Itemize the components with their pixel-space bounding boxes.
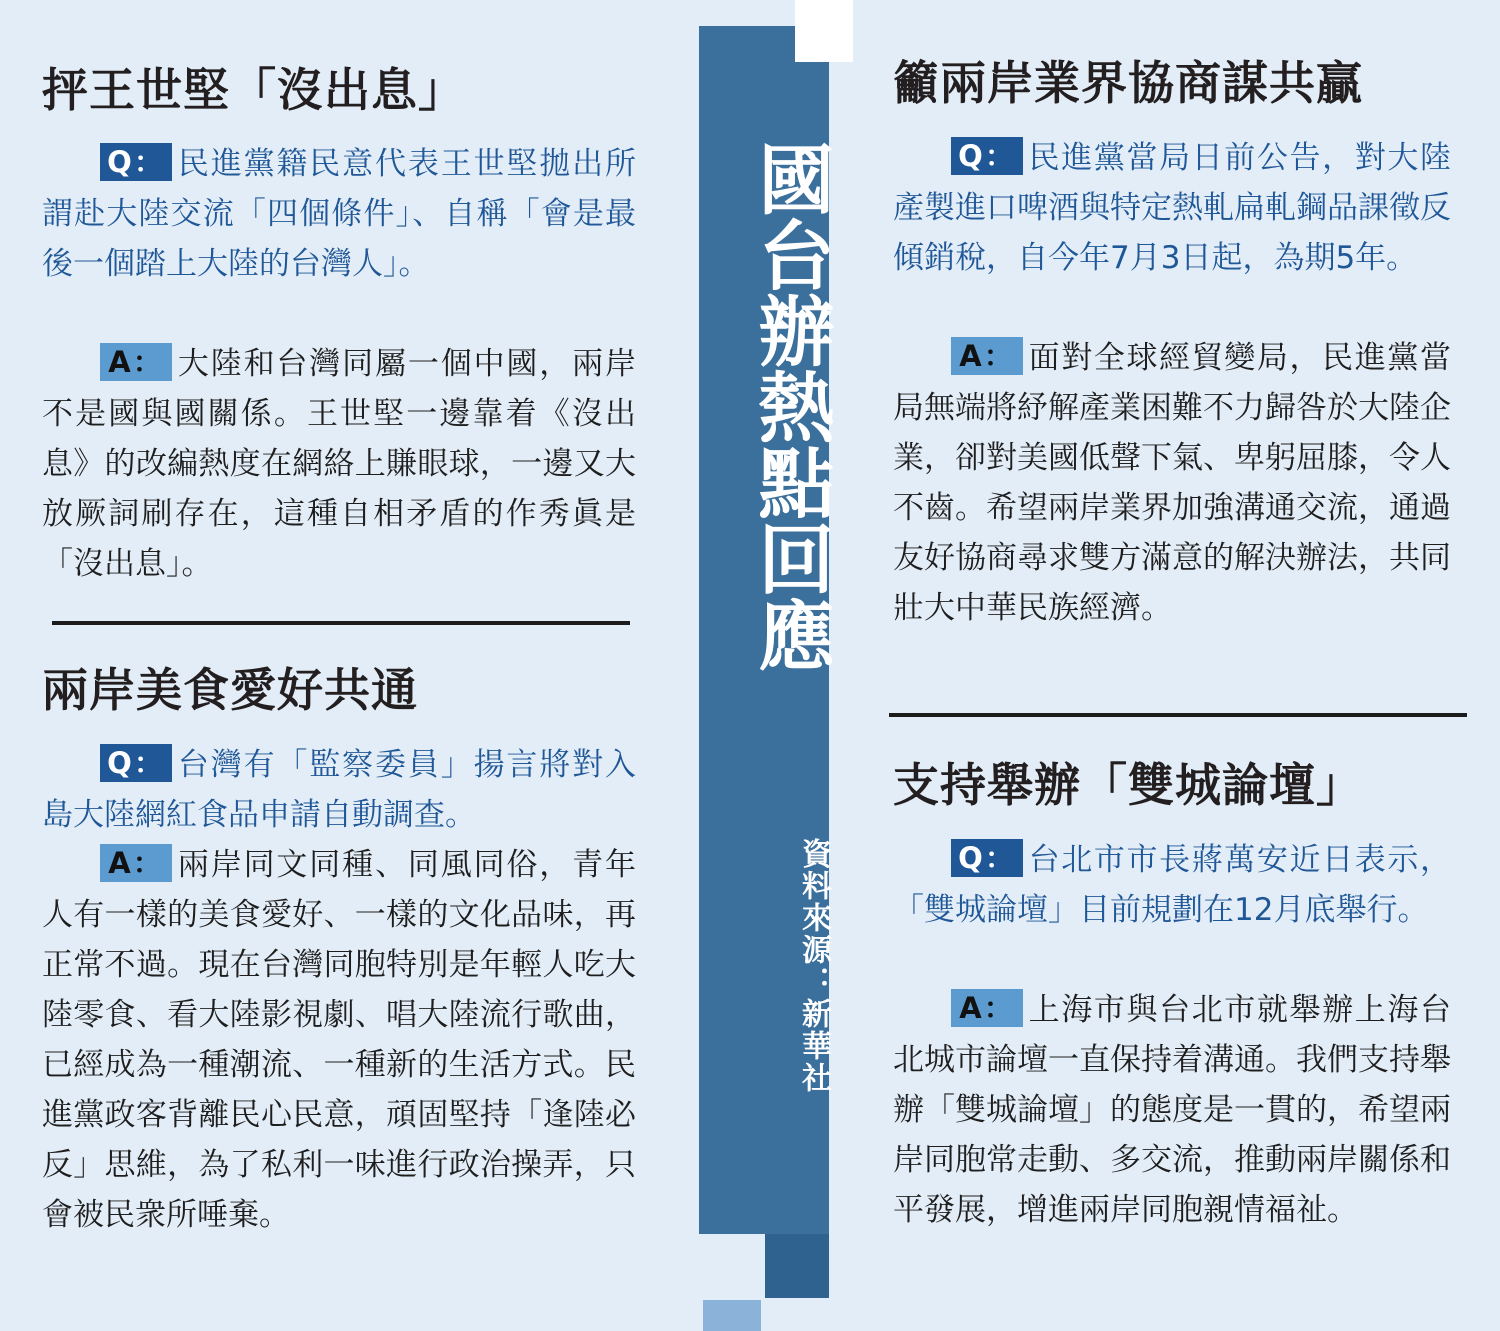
headline-wang-shih-chien: 抨王世堅「沒出息」 [42,63,465,117]
headline-twin-city-forum: 支持舉辦「雙城論壇」 [893,758,1363,812]
answer-text: 面對全球經貿變局，民進黨當局無端將紓解產業困難不力歸咎於大陸企業，卻對美國低聲下氣、卑躬屈膝，令人不齒。希望兩岸業界加強溝通交流，通過友好協商尋求雙方滿意的解決辦法，共同壯大中華民族經濟。 [893,340,1451,626]
q-label: Q： [951,137,1023,175]
answer-industry-consultation [893,333,1451,633]
question-wang-shih-chien [42,139,636,289]
q-label: Q： [100,744,172,782]
section-divider [889,713,1467,717]
answer-text: 上海市與台北市就舉辦上海台北城市論壇一直保持着溝通。我們支持舉辦「雙城論壇」的態度是一貫的，希望兩岸同胞常走動、多交流，推動兩岸關係和平發展，增進兩岸同胞親情福祉。 [893,992,1451,1228]
banner-source: 資料來源：新華社 [796,838,831,1094]
section-divider [52,621,630,625]
question-text: 台灣有「監察委員」揚言將對入島大陸網紅食品申請自動調查。 [42,747,636,833]
a-label: A： [951,337,1023,375]
banner-notch [795,0,853,62]
answer-wang-shih-chien [42,339,636,589]
q-label: Q： [100,143,172,181]
a-label: A： [100,343,172,381]
banner-title: 國台辦熱點回應 [746,140,835,672]
a-label: A： [951,989,1023,1027]
headline-cross-strait-food: 兩岸美食愛好共通 [42,663,418,717]
headline-industry-consultation: 籲兩岸業界協商謀共贏 [893,56,1363,110]
a-label: A： [100,844,172,882]
answer-text: 兩岸同文同種、同風同俗，青年人有一樣的美食愛好、一樣的文化品味，再正常不過。現在台灣同胞特別是年輕人吃大陸零食、看大陸影視劇、唱大陸流行歌曲，已經成為一種潮流、一種新的生活方式。民進黨政客背離民心民意，頑固堅持「逢陸必反」思維，為了私利一味進行政治操弄，只會被民衆所唾棄。 [42,847,636,1233]
banner-foot [703,1300,761,1331]
answer-text: 大陸和台灣同屬一個中國，兩岸不是國與國關係。王世堅一邊靠着《沒出息》的改編熱度在網絡上賺眼球，一邊又大放厥詞刷存在，這種自相矛盾的作秀眞是「沒出息」。 [42,346,636,582]
question-text: 台北市市長蔣萬安近日表示，「雙城論壇」目前規劃在12月底舉行。 [893,842,1451,928]
answer-twin-city-forum [893,985,1451,1235]
question-text: 民進黨籍民意代表王世堅拋出所謂赴大陸交流「四個條件」、自稱「會是最後一個踏上大陸的台灣人」。 [42,146,636,282]
banner-tail [765,1234,829,1298]
question-text: 民進黨當局日前公告，對大陸產製進口啤酒與特定熱軋扁軋鋼品課徵反傾銷稅，自今年7月3日起，為期5年。 [893,140,1451,276]
question-cross-strait-food [42,740,636,840]
question-industry-consultation [893,133,1451,283]
question-twin-city-forum [893,835,1451,935]
q-label: Q： [951,839,1023,877]
answer-cross-strait-food [42,840,636,1240]
